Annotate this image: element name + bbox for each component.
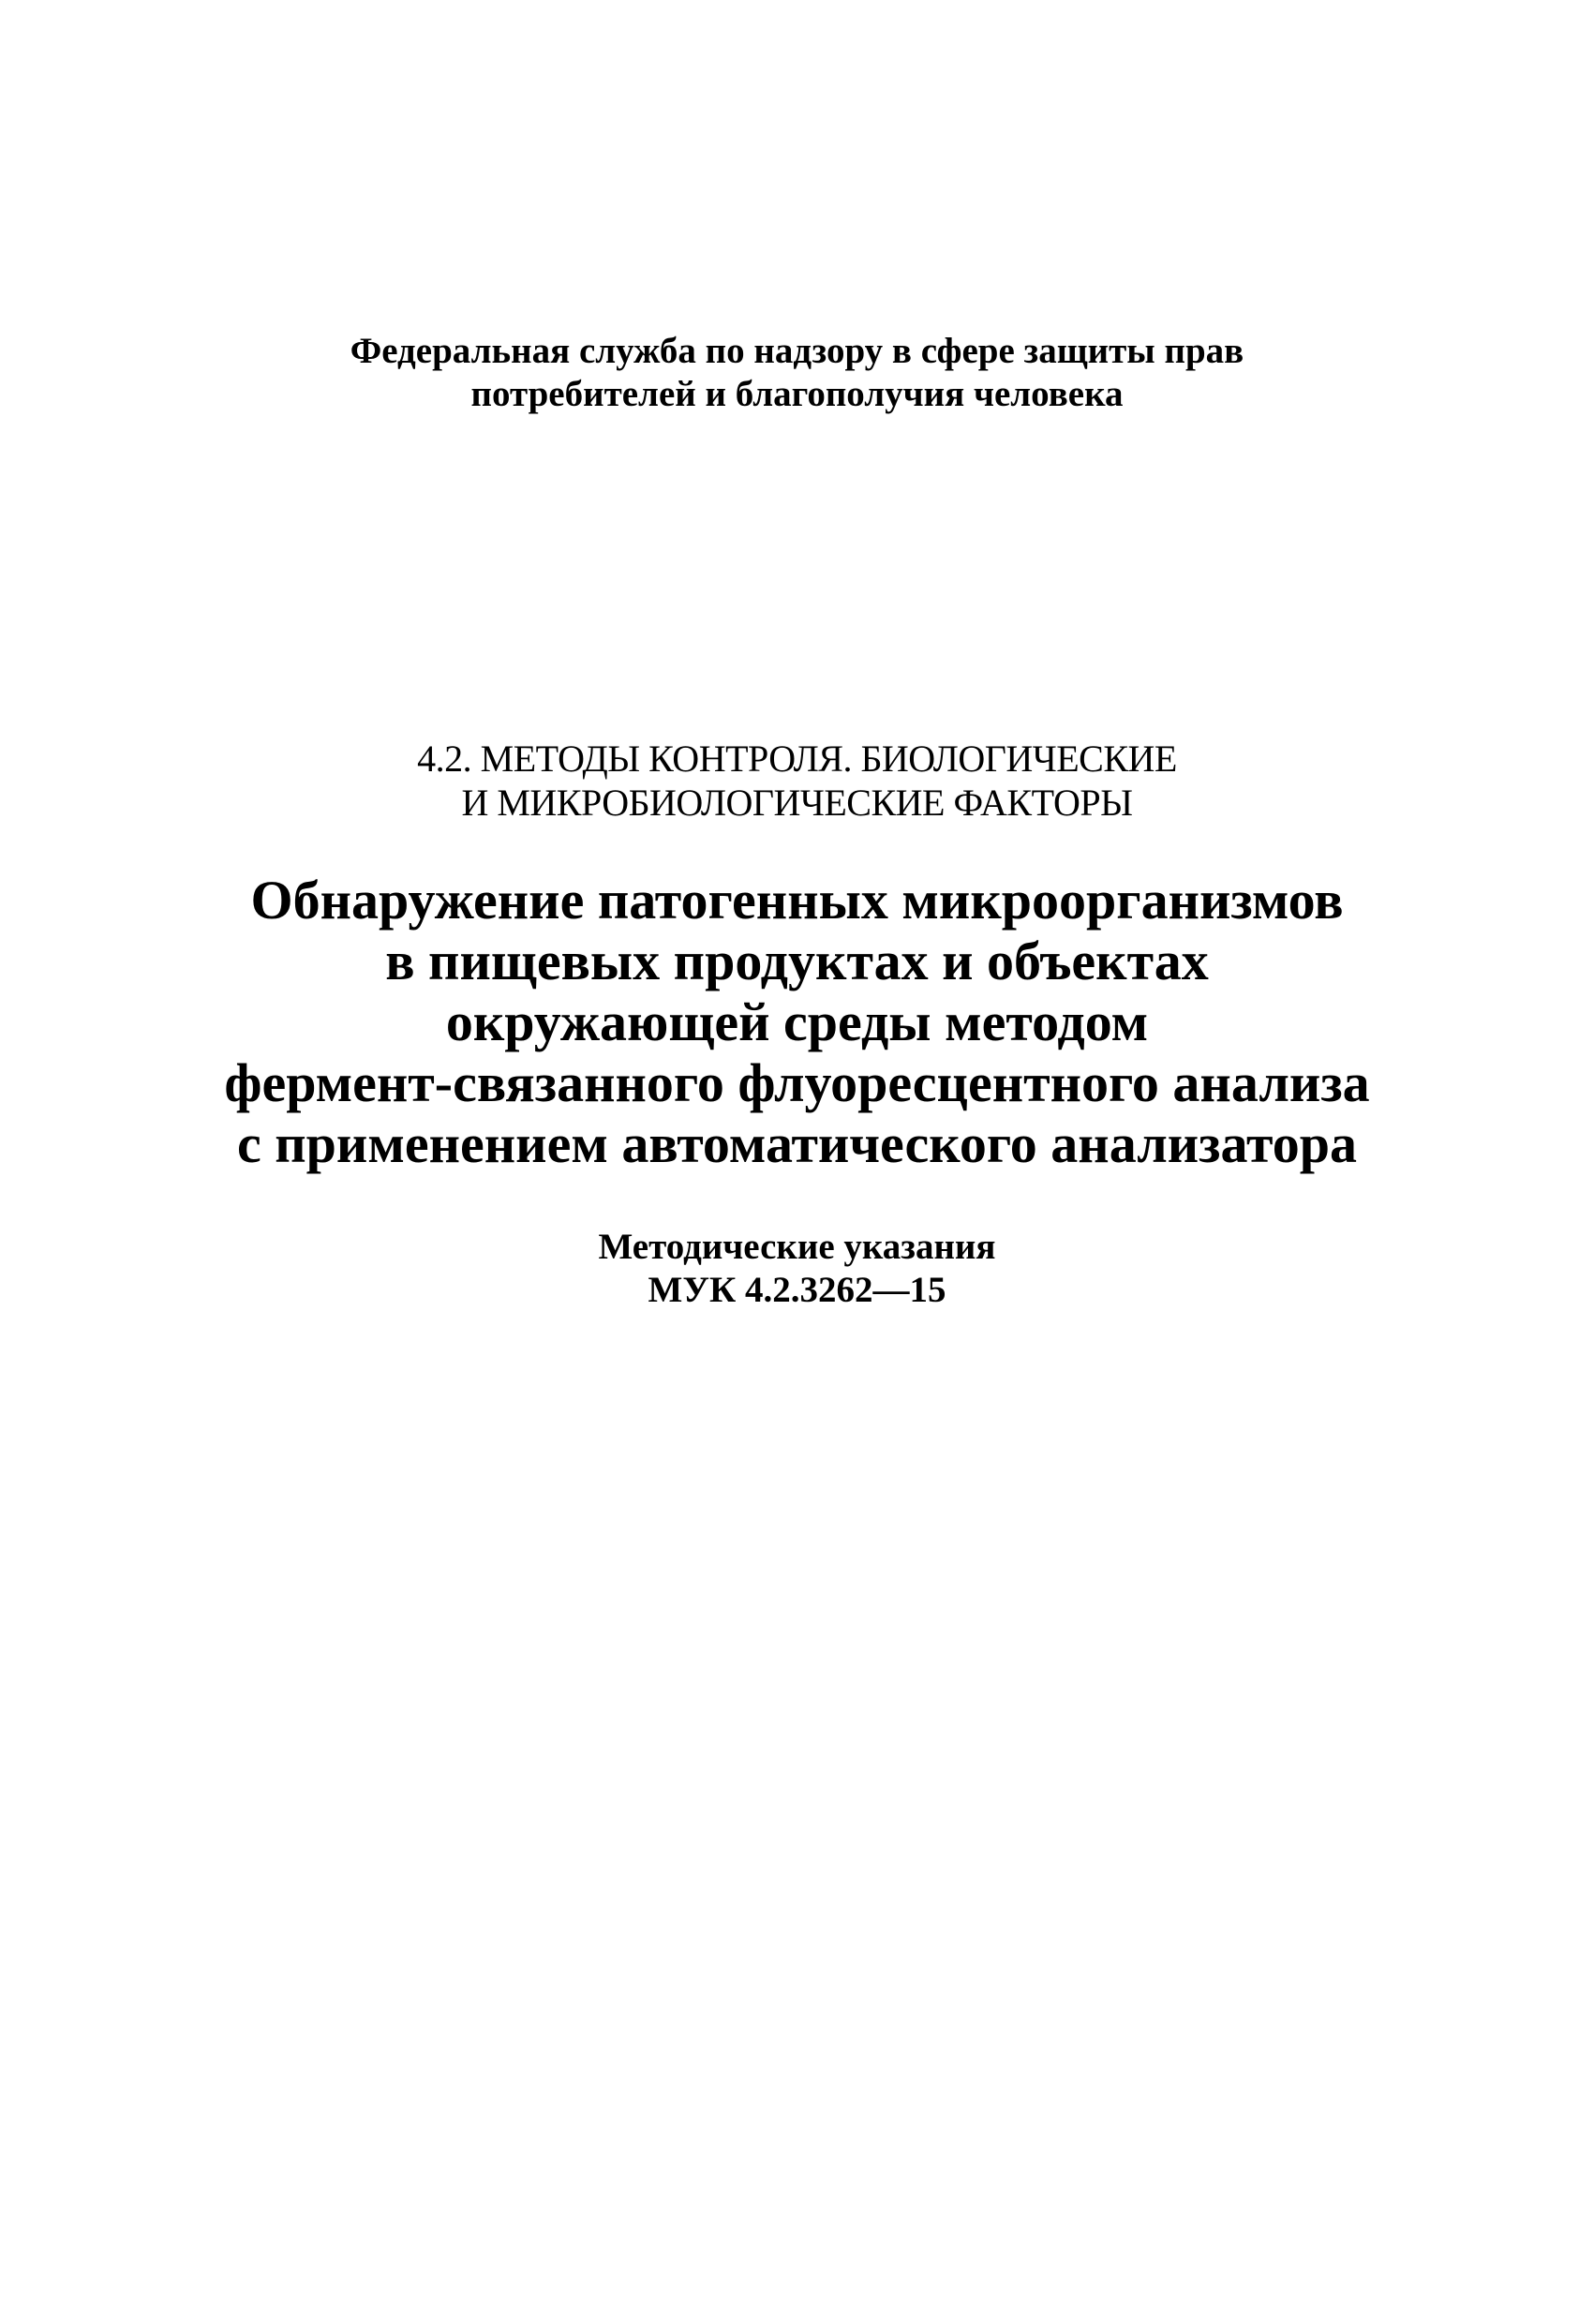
title-line-3: окружающей среды методом <box>445 991 1149 1052</box>
title-line-1: Обнаружение патогенных микроорганизмов <box>250 870 1344 931</box>
doctype-line-1: Методические указания <box>598 1227 996 1267</box>
section-heading <box>0 737 1594 825</box>
section-line-2: И МИКРОБИОЛОГИЧЕСКИЕ ФАКТОРЫ <box>461 782 1133 824</box>
title-line-5: с применением автоматического анализатора <box>237 1113 1357 1174</box>
agency-line-1: Федеральная служба по надзору в сфере защиты прав <box>350 331 1244 371</box>
agency-line-2: потребителей и благополучия человека <box>470 374 1124 414</box>
document-number: МУК 4.2.3262—15 <box>648 1270 946 1310</box>
issuing-agency <box>0 330 1594 416</box>
document-type <box>0 1226 1594 1312</box>
title-line-4: фермент-связанного флуоресцентного анализа <box>224 1052 1370 1113</box>
section-line-1: 4.2. МЕТОДЫ КОНТРОЛЯ. БИОЛОГИЧЕСКИЕ <box>417 737 1177 780</box>
title-line-2: в пищевых продуктах и объектах <box>385 931 1209 991</box>
document-title <box>0 870 1594 1174</box>
